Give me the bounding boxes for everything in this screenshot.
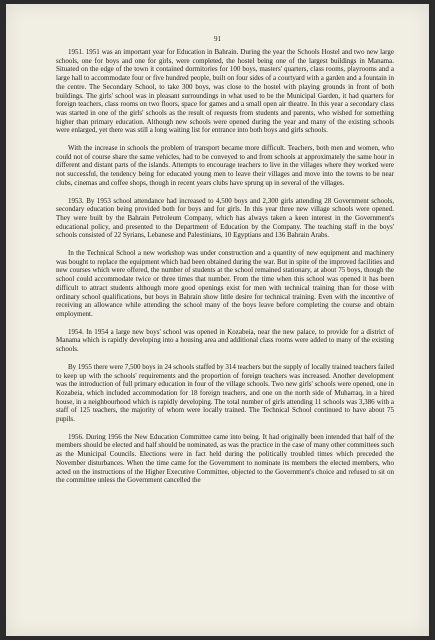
paragraph-1956: 1956. During 1956 the New Education Committee came into being. It had originally been intended that half of the members should be elected and half should be nominated, as was the practice in the case of many other committees such as the Municipal Councils. Elections were in fact held during the politically troubled times which preceded the November disturbances. When the time came for the Government to nominate its members the elected members, who acted on the instructions of the Higher Executive Committee, objected to the Government's choice and refused to sit on the committee unless the Government cancelled the <box>56 432 394 485</box>
page-number: 91 <box>214 35 221 43</box>
paragraph-technical-school: In the Technical School a new workshop was under construction and a quantity of new equipment and machinery was bought to replace the equipment which had been obtained during the war. But in spite of the improved facilities and new courses which were offered, the number of students at the school remained stationary, at about 75 boys, though the school could accommodate twice or three times that number. From the time when this school was opened it has been difficult to attract students although more good openings exist for men with technical training than for those with ordinary school qualifications, but boys in Bahrain show little desire for technical training. Even with the incentive of receiving an allowance while attending the school many of the boys leave before completing the course and obtain employment. <box>56 249 394 318</box>
document-page <box>6 4 429 636</box>
paragraph-1955: By 1955 there were 7,500 boys in 24 schools staffed by 314 teachers but the supply of locally trained teachers failed to keep up with the schools' requirements and the proportion of foreign teachers was increased. Another development was the introduction of full primary education in four of the village schools. Two new girls' schools were opened, one in Kozabeia, which included accommodation for 18 foreign teachers, and one on the north side of Muharraq, in a hired house, in a neighbourhood which is rapidly developing. The total number of girls attending 11 schools was 3,386 with a staff of 125 teachers, the majority of whom were locally trained. The Technical School continued to have about 75 pupils. <box>56 362 394 424</box>
paragraph-1953: 1953. By 1953 school attendance had increased to 4,500 boys and 2,300 girls attending 28 Government schools, secondary education being provided both for boys and for girls. In this year three new village schools were opened. They were built by the Bahrain Petroleum Company, which has always taken a keen interest in the Government's educational policy, and presented to the Department of Education by the Company. The teaching staff in the boys' schools consisted of 22 Syrians, Lebanese and Palestinians, 10 Egyptians and 136 Bahrain Arabs. <box>56 196 394 240</box>
body-text <box>56 48 394 494</box>
paragraph-1954: 1954. In 1954 a large new boys' school was opened in Kozabeia, near the new palace, to provide for a district of Manama which is rapidly developing into a housing area and additional class rooms were added to many of the existing schools. <box>56 327 394 354</box>
paragraph-1951: 1951. 1951 was an important year for Education in Bahrain. During the year the Schools Hostel and two new large schools, one for boys and one for girls, were completed, the hostel being one of the largest buildings in Manama. Situated on the edge of the town it contained dormitories for 100 boys, masters' quarters, class rooms, playrooms and a large hall to accommodate four or five hundred people, built on four sides of a courtyard with a garden and a fountain in the centre. The Secondary School, to take 300 boys, was close to the hostel with playing grounds in front of both buildings. The girls' school was in pleasant surroundings in what used to be the Municipal Garden, it had quarters for foreign teachers, class rooms on two floors, space for games and a small open air theatre. In this year a secondary class was started in one of the girls' schools as the result of requests from students and parents, who wished for something higher than primary education. Although new schools were opened during the year and many of the existing schools were enlarged, yet there was still a long waiting list for entrance into both boys and girls schools. <box>56 48 394 135</box>
paragraph-transport: With the increase in schools the problem of transport became more difficult. Teachers, both men and women, who could not of course share the same vehicles, had to be conveyed to and from schools at approximately the same hour in different and distant parts of the islands. Attempts to encourage teachers to live in the villages where they worked were not successful, the tendency being for educated young men to leave their villages and move into the towns to be near clubs, cinemas and coffee shops, though in recent years clubs have sprung up in several of the villages. <box>56 144 394 187</box>
